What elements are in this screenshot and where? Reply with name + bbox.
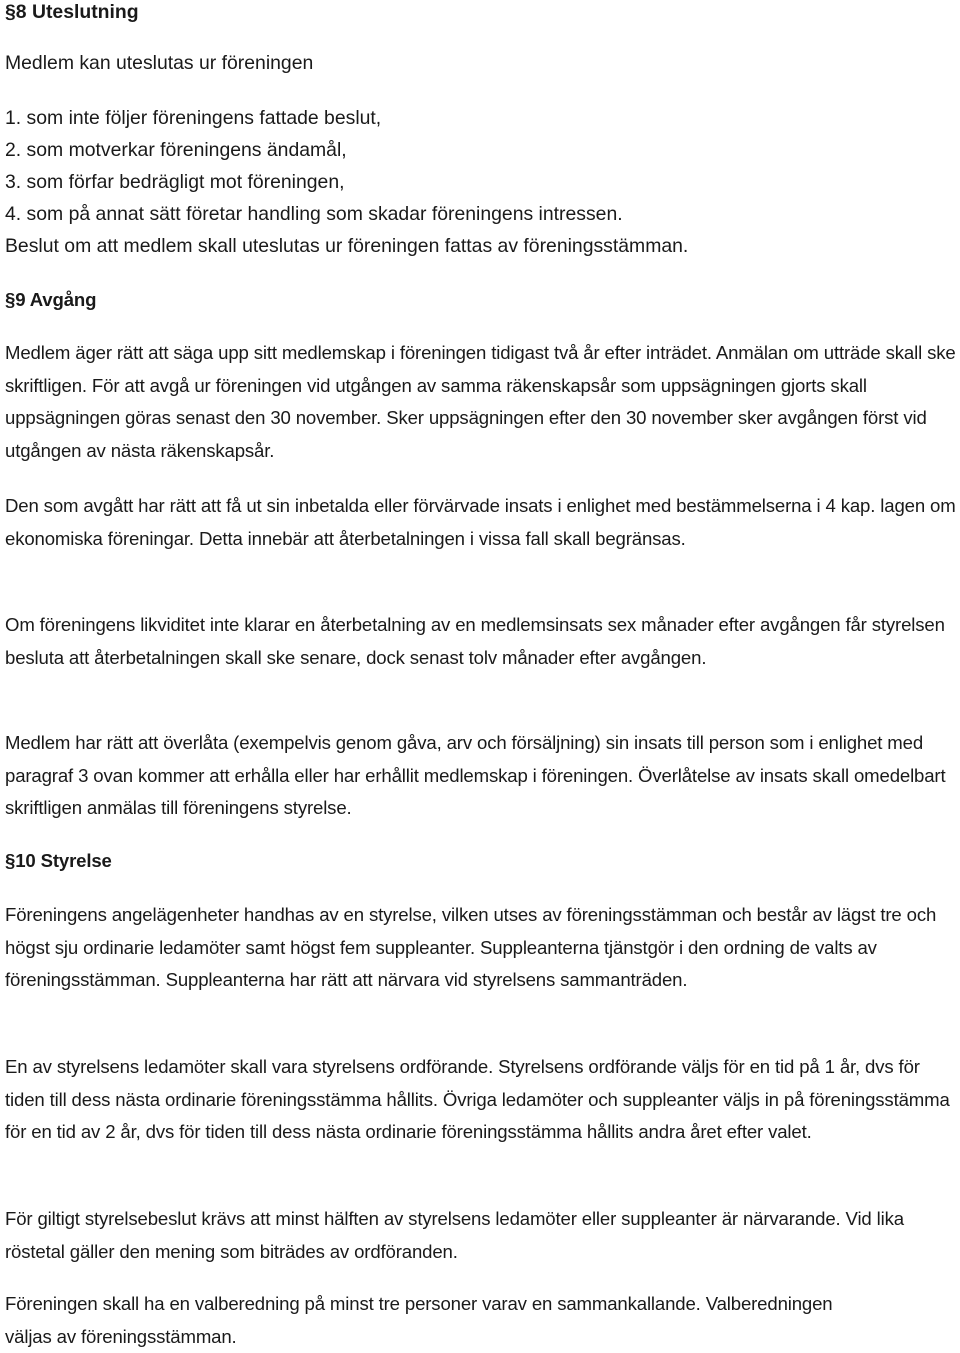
section-10-paragraph: En av styrelsens ledamöter skall vara styrelsens ordförande. Styrelsens ordförande väljs för en tid på 1 år, dvs för tiden till dess nästa ordinarie föreningsstämma hållits. Övriga ledamöter och suppleanter väljs in på föreningsstämma för en tid av 2 år, dvs för tiden till dess nästa ordinarie föreningsstämma hållits andra året efter valet.: [5, 1056, 950, 1143]
section-9-paragraph: Medlem har rätt att överlåta (exempelvis genom gåva, arv och försäljning) sin insats till person som i enlighet med paragraf 3 ovan kommer att erhålla eller har erhållit medlemskap i föreningen. Överlåtelse av insats skall omedelbart skriftligen anmälas till föreningens styrelse.: [5, 732, 946, 819]
section-8-intro: Medlem kan uteslutas ur föreningen: [5, 52, 314, 74]
section-9-paragraph: Den som avgått har rätt att få ut sin inbetalda eller förvärvade insats i enlighet med bestämmelserna i 4 kap. lagen om ekonomiska föreningar. Detta innebär att återbetalningen i vissa fall skall begränsas.: [5, 495, 956, 549]
section-9-paragraph: Medlem äger rätt att säga upp sitt medlemskap i föreningen tidigast två år efter inträdet. Anmälan om utträde skall ske skriftligen. För att avgå ur föreningen vid utgången av samma räkenskapsår som uppsägningen gjorts skall uppsägningen göras senast den 30 november. Sker uppsägningen efter den 30 november sker avgången först vid utgången av nästa räkenskapsår.: [5, 342, 956, 461]
section-10-paragraph: Föreningens angelägenheter handhas av en styrelse, vilken utses av föreningsstämman och består av lägst tre och högst sju ordinarie ledamöter samt högst fem suppleanter. Suppleanterna tjänstgör i den ordning de valts av föreningsstämman. Suppleanterna har rätt att närvara vid styrelsens sammanträden.: [5, 904, 937, 991]
list-item: 4. som på annat sätt företar handling som skadar föreningens intressen.: [5, 203, 623, 225]
list-item: 2. som motverkar föreningens ändamål,: [5, 139, 347, 161]
section-9-heading: §9 Avgång: [5, 289, 97, 310]
section-8-closing: Beslut om att medlem skall uteslutas ur föreningen fattas av föreningsstämman.: [5, 235, 689, 257]
list-item: 3. som förfar bedrägligt mot föreningen,: [5, 171, 345, 193]
section-9-paragraph: Om föreningens likviditet inte klarar en återbetalning av en medlemsinsats sex månader efter avgången får styrelsen besluta att återbetalningen skall ske senare, dock senast tolv månader efter avgången.: [5, 614, 945, 668]
list-item: 1. som inte följer föreningens fattade beslut,: [5, 107, 382, 129]
section-10-heading: §10 Styrelse: [5, 850, 112, 871]
section-8-heading: §8 Uteslutning: [5, 1, 139, 23]
section-10-paragraph: Föreningen skall ha en valberedning på minst tre personer varav en sammankallande. Valberedningen väljas av föreningsstämman.: [5, 1293, 833, 1347]
section-10-paragraph: För giltigt styrelsebeslut krävs att minst hälften av styrelsens ledamöter eller suppleanter är närvarande. Vid lika röstetal gäller den mening som biträdes av ordföranden.: [5, 1208, 904, 1262]
section-8-list: [5, 102, 688, 262]
